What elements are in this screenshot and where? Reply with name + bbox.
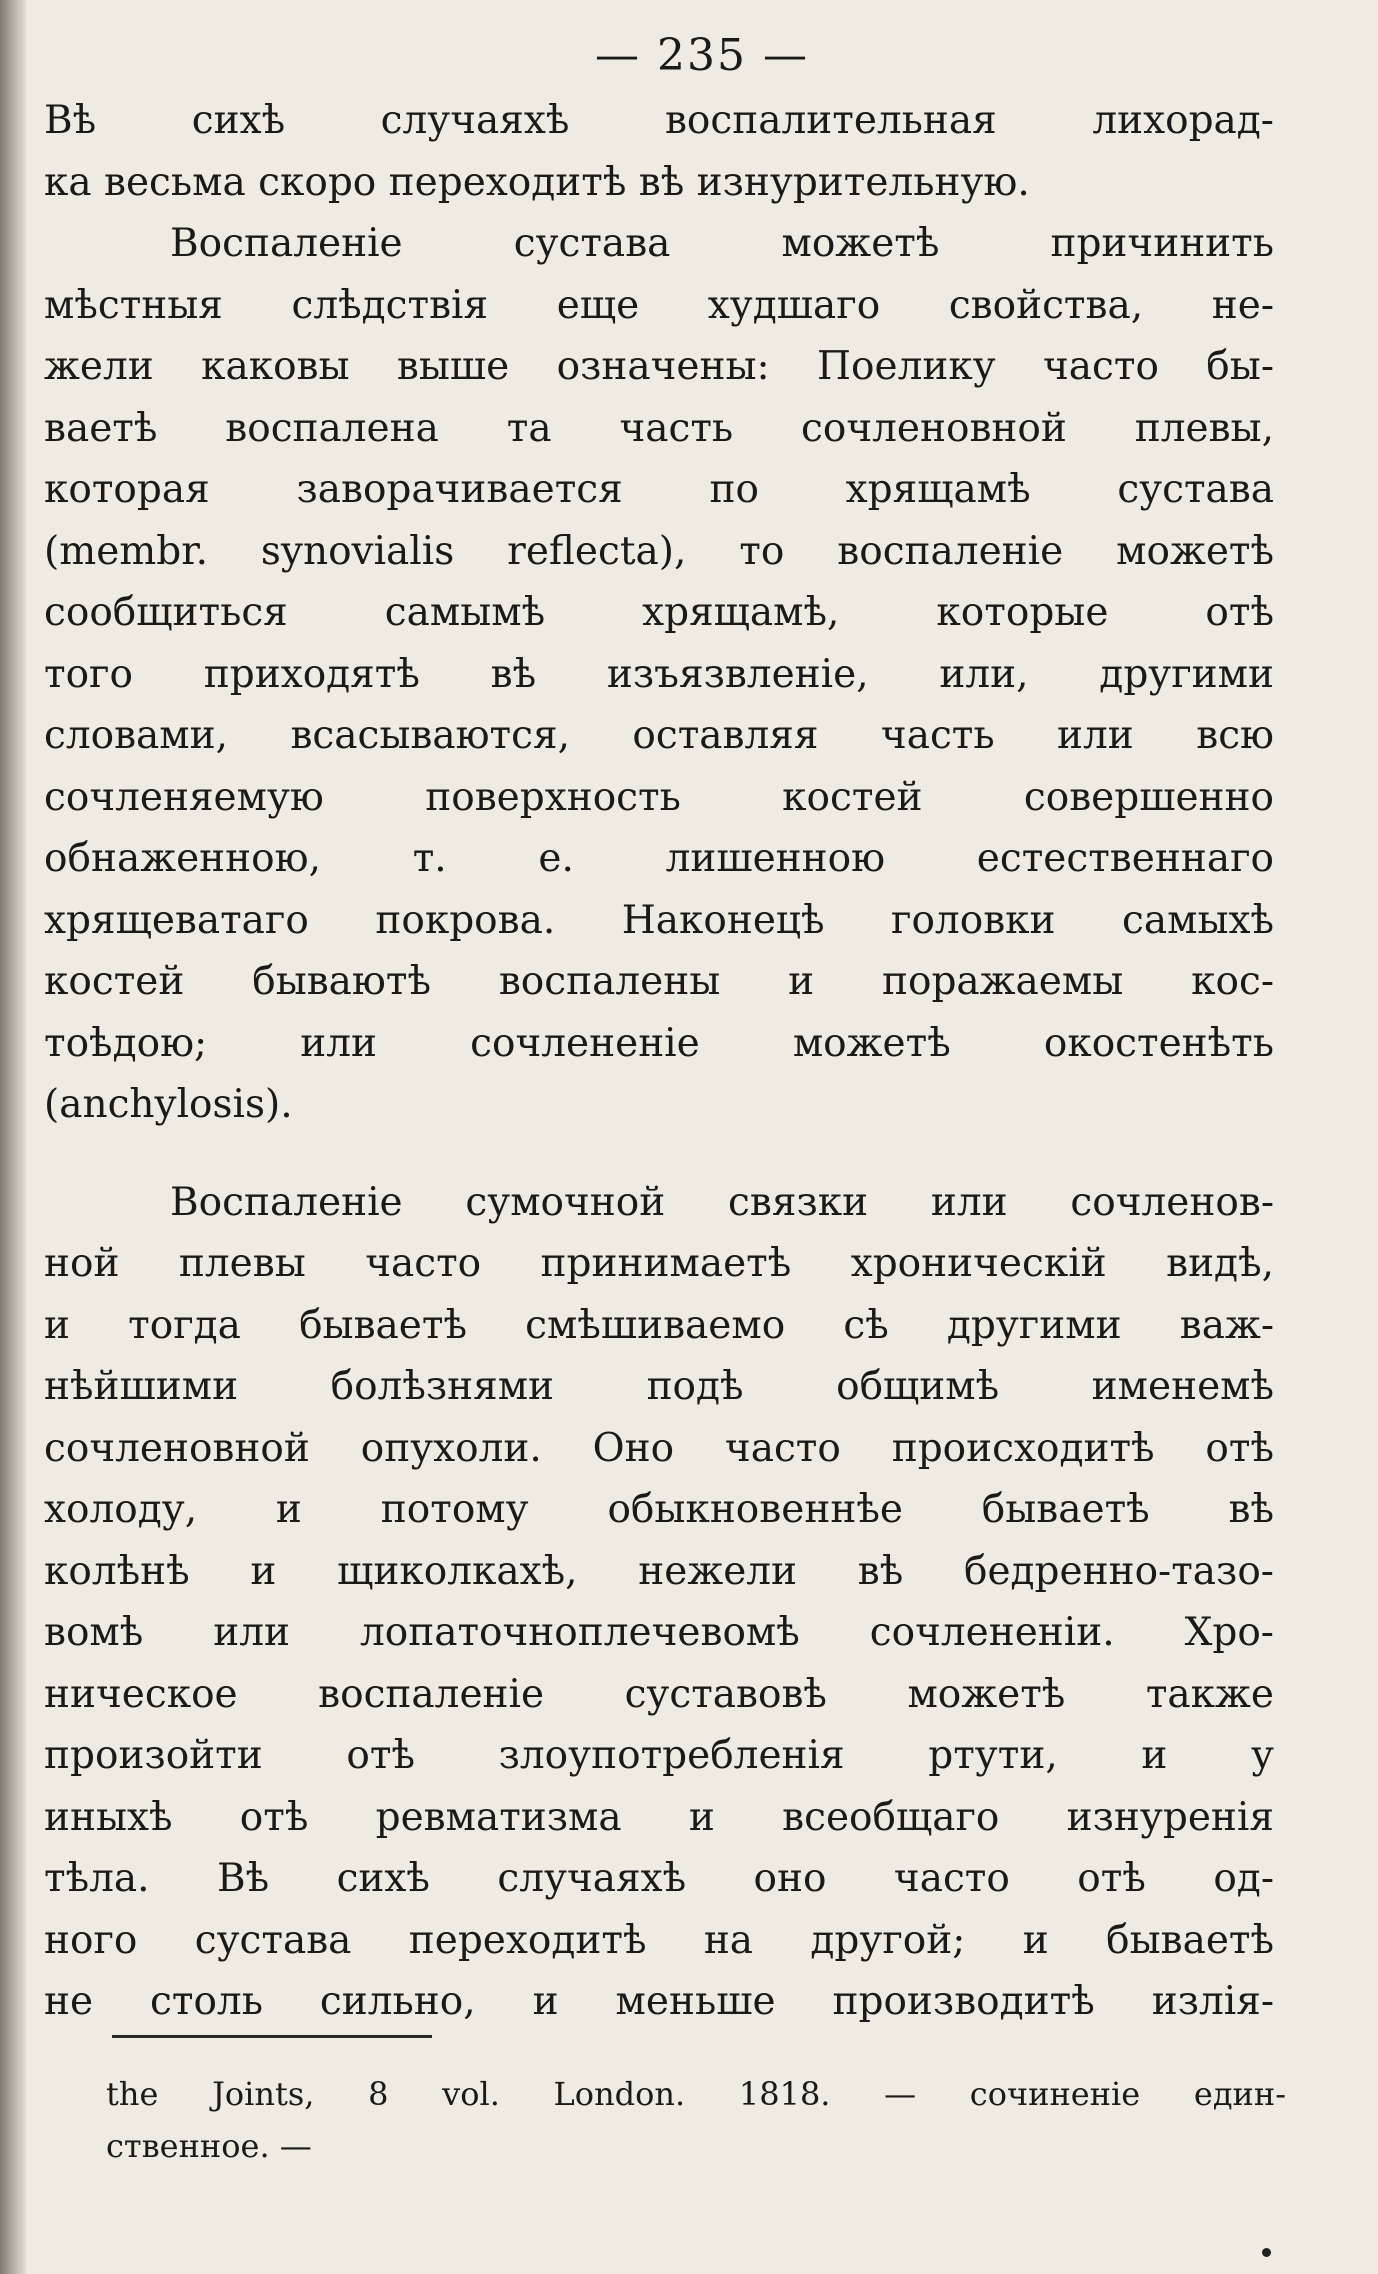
text-line: и тогда бываетѣ смѣшиваемо сѣ другими важ- [44, 1302, 1274, 1348]
text-line: ническое воспаленіе суставовѣ можетѣ также [44, 1671, 1274, 1717]
binding-shadow [0, 0, 26, 2274]
text-line: (anchylosis). [44, 1082, 293, 1127]
text-line: костей бываютѣ воспалены и поражаемы кос- [44, 959, 1274, 1004]
text-line: не столь сильно, и меньше производитѣ излія- [44, 1979, 1274, 2024]
text-line: Вѣ сихѣ случаяхѣ воспалительная лихорад- [44, 98, 1274, 143]
text-line: колѣнѣ и щиколкахѣ, нежели вѣ бедренно-тазо- [44, 1548, 1274, 1594]
text-line: ной плевы часто принимаетѣ хроническій видѣ, [44, 1241, 1274, 1286]
paragraph-gap [44, 1136, 1274, 1172]
text-line: иныхѣ отѣ ревматизма и всеобщаго изнуренія [44, 1794, 1274, 1840]
text-line: мѣстныя слѣдствія еще худшаго свойства, не- [44, 282, 1274, 328]
text-line: вомѣ или лопаточноплечевомѣ сочлененіи. Хро- [44, 1610, 1274, 1655]
page-number: — 235 — [595, 30, 809, 81]
text-line: сочленовной опухоли. Оно часто происходитѣ отѣ [44, 1425, 1274, 1471]
text-line: тоѣдою; или сочлененіе можетѣ окостенѣть [44, 1020, 1274, 1066]
text-line: нѣйшими болѣзнями подѣ общимѣ именемѣ [44, 1364, 1274, 1409]
text-line: (membr. synovialis reflecta), то воспаленіе можетѣ [44, 528, 1274, 574]
text-line: Воспаленіе сумочной связки или сочленов- [170, 1179, 1274, 1225]
text-line: холоду, и потому обыкновеннѣе бываетѣ вѣ [44, 1487, 1274, 1532]
text-line: ка весьма скоро переходитѣ вѣ изнурительную. [44, 159, 1030, 205]
text-line: тѣла. Вѣ сихѣ случаяхѣ оно часто отѣ од- [44, 1856, 1274, 1901]
text-line: сочленяемую поверхность костей совершенно [44, 774, 1274, 820]
text-line: ваетѣ воспалена та часть сочленовной плевы, [44, 405, 1274, 451]
book-page [26, 0, 1378, 2274]
text-line: словами, всасываются, оставляя часть или всю [44, 713, 1274, 758]
footnote [106, 2068, 1286, 2172]
footnote-line: the Joints, 8 vol. London. 1818. — сочиненіе един- [106, 2075, 1286, 2113]
text-line: которая заворачивается по хрящамѣ сустава [44, 467, 1274, 512]
text-line: того приходятѣ вѣ изъязвленіе, или, другими [44, 651, 1274, 697]
footnote-line: ственное. — [106, 2127, 312, 2165]
text-line: Воспаленіе сустава можетѣ причинить [170, 221, 1274, 266]
footnote-rule [112, 2035, 432, 2038]
ink-dot [1262, 2248, 1271, 2257]
body-text [44, 90, 1274, 2033]
text-line: ного сустава переходитѣ на другой; и бываетѣ [44, 1917, 1274, 1963]
text-line: обнаженною, т. е. лишенною естественнаго [44, 836, 1274, 881]
text-line: произойти отѣ злоупотребленія ртути, и у [44, 1733, 1274, 1778]
text-line: сообщиться самымѣ хрящамѣ, которые отѣ [44, 590, 1274, 635]
text-line: жели каковы выше означены: Поелику часто бы- [44, 344, 1274, 389]
text-line: хрящеватаго покрова. Наконецѣ головки самыхѣ [44, 897, 1274, 943]
